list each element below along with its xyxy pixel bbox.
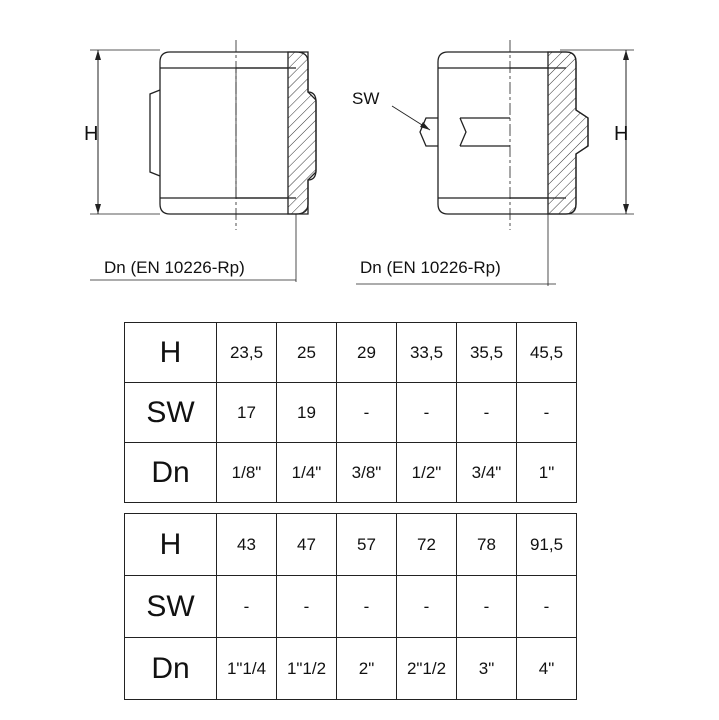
table-cell: 2"1/2 (397, 638, 457, 700)
right-thread-label: Dn (EN 10226-Rp) (360, 258, 501, 277)
row-header: SW (125, 383, 217, 443)
table-cell: 29 (337, 323, 397, 383)
table-cell: 1/2" (397, 443, 457, 503)
table-cell: 72 (397, 514, 457, 576)
wrench-size-label: SW (352, 89, 380, 108)
table-row-dn (125, 638, 577, 700)
table-cell: 1" (517, 443, 577, 503)
table-cell: - (457, 576, 517, 638)
table-cell: - (217, 576, 277, 638)
table-cell: 35,5 (457, 323, 517, 383)
table-cell: 33,5 (397, 323, 457, 383)
right-fitting-view (356, 40, 634, 286)
row-header: Dn (125, 638, 217, 700)
right-height-label: H (614, 123, 629, 145)
table-cell: 17 (217, 383, 277, 443)
table-cell: 43 (217, 514, 277, 576)
table-cell: 1"1/4 (217, 638, 277, 700)
dimension-table-large-sizes (124, 513, 577, 700)
left-height-label: H (84, 123, 99, 145)
table-cell: 57 (337, 514, 397, 576)
table-row-sw (125, 576, 577, 638)
table-cell: - (397, 576, 457, 638)
table-cell: 78 (457, 514, 517, 576)
table-cell: 2" (337, 638, 397, 700)
row-header: H (125, 323, 217, 383)
row-header: SW (125, 576, 217, 638)
left-fitting-view (90, 40, 316, 282)
table-cell: 3/8" (337, 443, 397, 503)
table-cell: - (337, 576, 397, 638)
table-row-h (125, 514, 577, 576)
table-cell: 1"1/2 (277, 638, 337, 700)
table-cell: 19 (277, 383, 337, 443)
table-cell: - (517, 576, 577, 638)
table-cell: 47 (277, 514, 337, 576)
table-cell: - (337, 383, 397, 443)
table-cell: 4" (517, 638, 577, 700)
dimension-table-small-sizes (124, 322, 577, 503)
table-cell: 45,5 (517, 323, 577, 383)
table-cell: - (517, 383, 577, 443)
table-cell: 3/4" (457, 443, 517, 503)
table-cell: 23,5 (217, 323, 277, 383)
table-cell: 1/8" (217, 443, 277, 503)
table-row-dn (125, 443, 577, 503)
row-header: H (125, 514, 217, 576)
row-header: Dn (125, 443, 217, 503)
left-thread-label: Dn (EN 10226-Rp) (104, 258, 245, 277)
table-cell: 3" (457, 638, 517, 700)
table-cell: - (457, 383, 517, 443)
table-cell: 1/4" (277, 443, 337, 503)
technical-drawing (0, 0, 719, 300)
table-cell: 91,5 (517, 514, 577, 576)
table-row-h (125, 323, 577, 383)
table-cell: - (277, 576, 337, 638)
table-row-sw (125, 383, 577, 443)
table-cell: - (397, 383, 457, 443)
table-cell: 25 (277, 323, 337, 383)
